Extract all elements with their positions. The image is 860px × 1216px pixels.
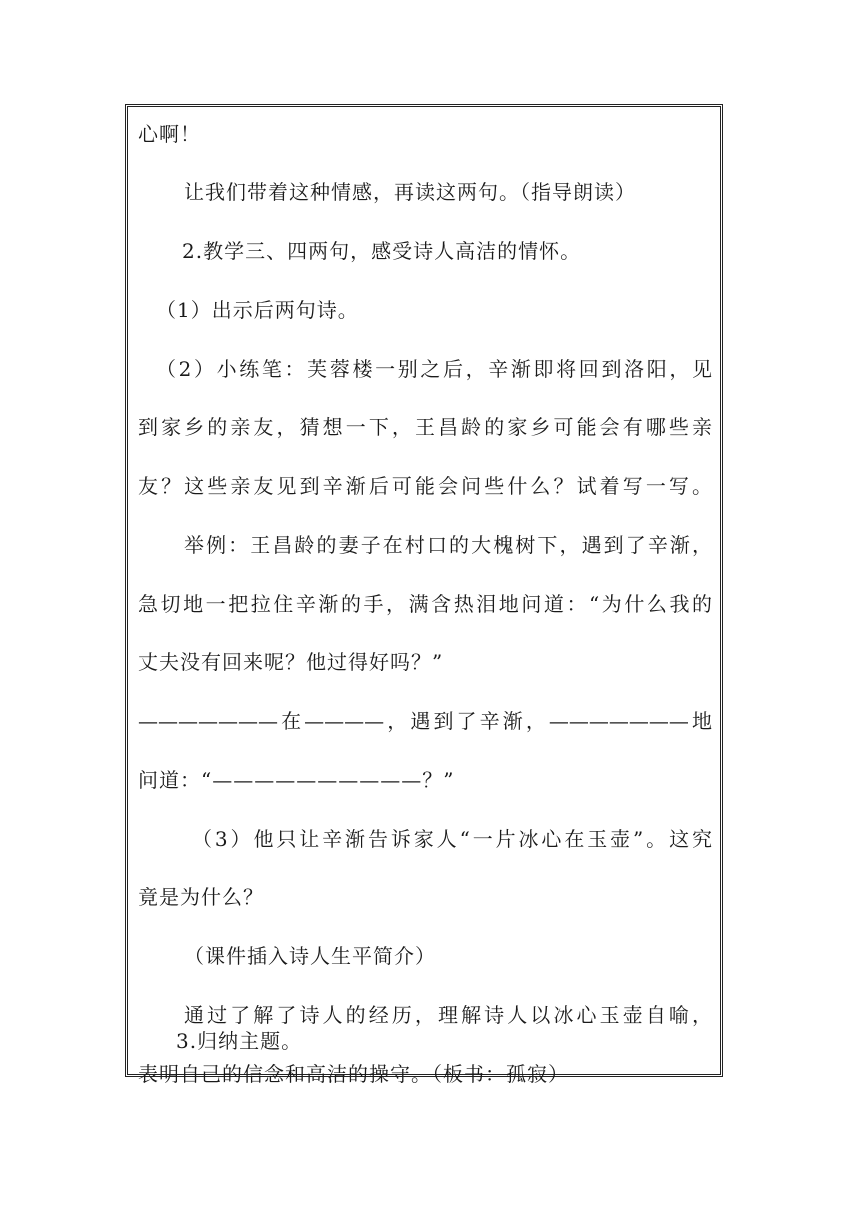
text-line-2: 让我们带着这种情感，再读这两句。（指导朗读） (184, 180, 636, 204)
text-line-17: 表明自己的信念和高洁的操守。（板书：孤寂） (138, 1062, 569, 1086)
text-line-3: 2.教学三、四两句，感受诗人高洁的情怀。 (182, 239, 582, 263)
text-line-13: （3）他只让辛渐告诉家人“一片冰心在玉壶”。这究 (192, 827, 712, 851)
text-line-18: 3.归纳主题。 (176, 1029, 303, 1053)
text-line-4: （1）出示后两句诗。 (156, 298, 359, 322)
lesson-plan-table-cell (125, 104, 723, 1086)
text-line-10: 丈夫没有回来呢？他过得好吗？” (138, 650, 444, 674)
text-line-6: 到家乡的亲友，猜想一下，王昌龄的家乡可能会有哪些亲 (138, 415, 712, 439)
text-line-14: 竟是为什么？ (138, 885, 264, 909)
text-line-12: 问道：“——————————？” (138, 768, 455, 792)
text-line-11: ———————在————，遇到了辛渐，———————地 (138, 709, 712, 733)
text-line-9: 急切地一把拉住辛渐的手，满含热泪地问道：“为什么我的 (138, 592, 712, 616)
text-line-5: （2）小练笔：芙蓉楼一别之后，辛渐即将回到洛阳，见 (156, 357, 712, 381)
text-line-16: 通过了解了诗人的经历，理解诗人以冰心玉壶自喻， (184, 1003, 712, 1027)
text-line-15: （课件插入诗人生平简介） (184, 944, 436, 968)
text-line-8: 举例：王昌龄的妻子在村口的大槐树下，遇到了辛渐， (184, 533, 712, 557)
text-line-7: 友？这些亲友见到辛渐后可能会问些什么？试着写一写。 (138, 474, 712, 498)
text-line-1: 心啊！ (138, 122, 201, 146)
